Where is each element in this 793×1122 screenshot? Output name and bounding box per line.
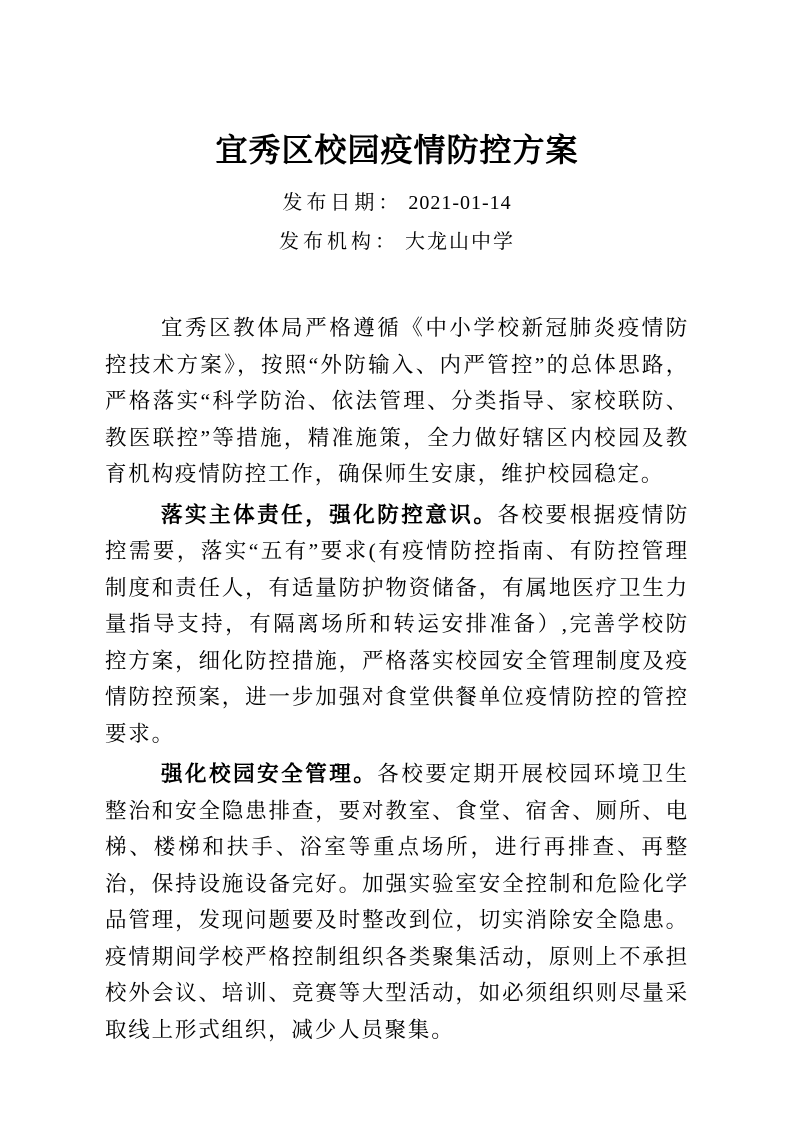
- responsibility-paragraph: [105, 497, 689, 753]
- document-body: [105, 310, 689, 1048]
- intro-paragraph: [105, 310, 689, 493]
- publish-date-label: 发布日期：: [282, 192, 403, 214]
- paragraph-text: 各校要根据疫情防控需要，落实“五有”要求(有疫情防控指南、有防控管理制度和责任人，有适量防护物资储备，有属地医疗卫生力量指导支持，有隔离场所和转运安排准备）,完善学校防控方案，细化防控措施，严格落实校园安全管理制度及疫情防控预案，进一步加强对食堂供餐单位疫情防控的管控要求。: [105, 502, 689, 746]
- publish-org-row: [105, 228, 689, 256]
- publish-date-value: 2021-01-14: [408, 192, 512, 214]
- safety-paragraph: [105, 756, 689, 1048]
- publish-org-label: 发布机构：: [279, 231, 399, 253]
- publish-org-value: 大龙山中学: [405, 231, 515, 253]
- paragraph-lead: 落实主体责任，强化防控意识。: [161, 502, 498, 527]
- paragraph-lead: 强化校园安全管理。: [161, 762, 378, 786]
- paragraph-text: 宜秀区教体局严格遵循《中小学校新冠肺炎疫情防控技术方案》，按照“外防输入、内严管控”的总体思路，严格落实“科学防治、依法管理、分类指导、家校联防、教医联控”等措施，精准施策，全力做好辖区内校园及教育机构疫情防控工作，确保师生安康，维护校园稳定。: [105, 316, 689, 486]
- paragraph-text: 各校要定期开展校园环境卫生整治和安全隐患排查，要对教室、食堂、宿舍、厕所、电梯、楼梯和扶手、浴室等重点场所，进行再排查、再整治，保持设施设备完好。加强实验室安全控制和危险化学品管理，发现问题要及时整改到位，切实消除安全隐患。疫情期间学校严格控制组织各类聚集活动，原则上不承担校外会议、培训、竞赛等大型活动，如必须组织则尽量采取线上形式组织，减少人员聚集。: [105, 762, 689, 1042]
- publish-date-row: [105, 189, 689, 217]
- document-title: 宜秀区校园疫情防控方案: [215, 132, 579, 168]
